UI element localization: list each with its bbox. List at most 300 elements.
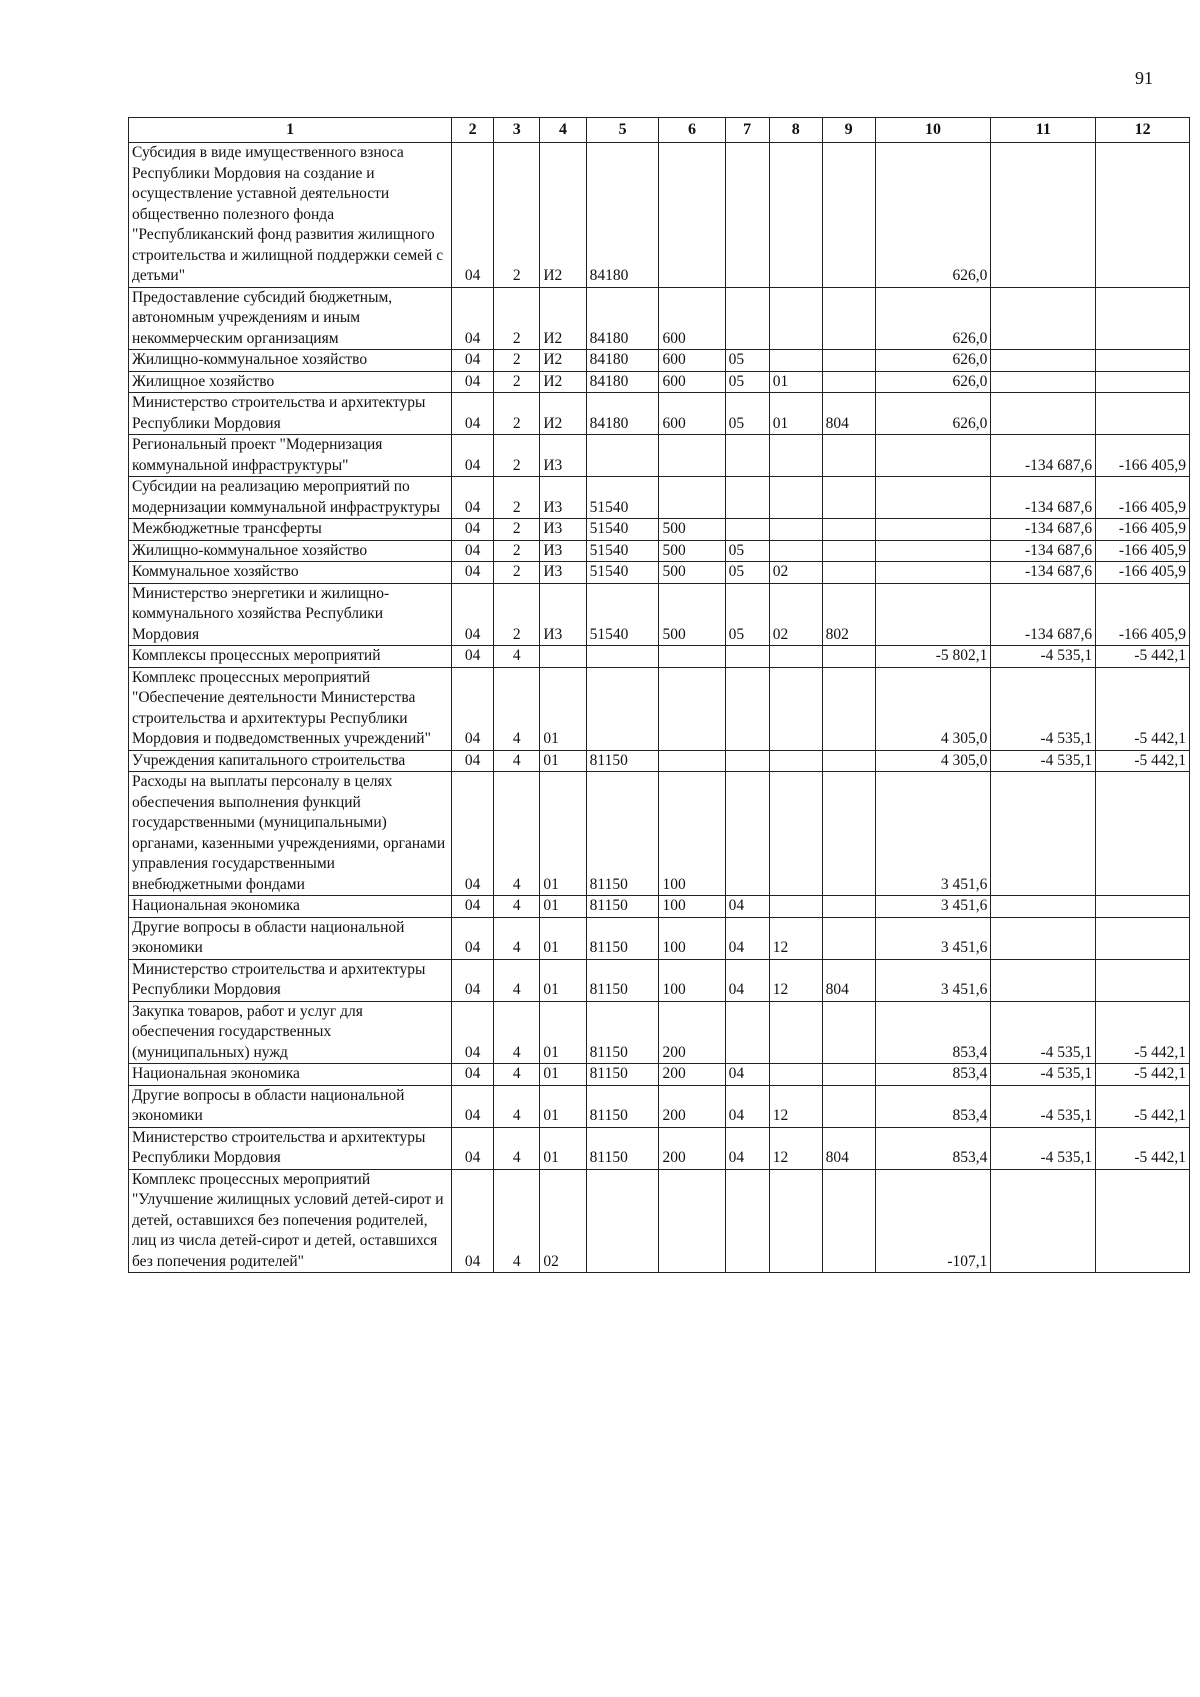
- table-row: [129, 583, 1190, 646]
- cell-pp: 4: [494, 667, 540, 750]
- cell-gp: 04: [452, 371, 494, 393]
- cell-subsection: [769, 646, 822, 668]
- table-row: [129, 646, 1190, 668]
- cell-section: 04: [725, 1064, 769, 1086]
- cell-subsection: 02: [769, 583, 822, 646]
- cell-target: [586, 667, 659, 750]
- cell-code: 01: [540, 772, 586, 896]
- cell-sum-col11: [991, 393, 1096, 435]
- cell-pp: 2: [494, 540, 540, 562]
- cell-sum-col10: 3 451,6: [875, 959, 991, 1001]
- cell-code: 01: [540, 1127, 586, 1169]
- table-body: [129, 143, 1190, 1273]
- row-name: Министерство энергетики и жилищно-коммунального хозяйства Республики Мордовия: [129, 583, 452, 646]
- cell-expense-type: 600: [659, 371, 725, 393]
- cell-code: И3: [540, 562, 586, 584]
- cell-gp: 04: [452, 896, 494, 918]
- row-name: Министерство строительства и архитектуры Республики Мордовия: [129, 393, 452, 435]
- cell-sum-col12: [1096, 371, 1190, 393]
- cell-target: 81150: [586, 1085, 659, 1127]
- table-row: [129, 435, 1190, 477]
- cell-ministry: [822, 350, 875, 372]
- cell-ministry: [822, 562, 875, 584]
- cell-sum-col12: -166 405,9: [1096, 435, 1190, 477]
- cell-pp: 2: [494, 562, 540, 584]
- cell-expense-type: [659, 477, 725, 519]
- cell-target: 81150: [586, 772, 659, 896]
- cell-sum-col10: 626,0: [875, 287, 991, 350]
- row-name: Комплекс процессных мероприятий "Обеспечение деятельности Министерства строительства и архитектуры Республики Мордовия и подведомственных учреждений": [129, 667, 452, 750]
- cell-subsection: [769, 435, 822, 477]
- cell-target: 51540: [586, 562, 659, 584]
- cell-subsection: [769, 540, 822, 562]
- cell-ministry: [822, 1001, 875, 1064]
- cell-gp: 04: [452, 583, 494, 646]
- column-header: 4: [540, 118, 586, 143]
- cell-target: 81150: [586, 1001, 659, 1064]
- row-name: Субсидии на реализацию мероприятий по модернизации коммунальной инфраструктуры: [129, 477, 452, 519]
- row-name: Комплексы процессных мероприятий: [129, 646, 452, 668]
- table-row: [129, 1169, 1190, 1273]
- column-header: 2: [452, 118, 494, 143]
- cell-sum-col11: -4 535,1: [991, 667, 1096, 750]
- cell-sum-col11: -134 687,6: [991, 583, 1096, 646]
- table-row: [129, 371, 1190, 393]
- cell-sum-col10: [875, 477, 991, 519]
- cell-target: 51540: [586, 519, 659, 541]
- cell-sum-col11: -134 687,6: [991, 477, 1096, 519]
- table-row: [129, 540, 1190, 562]
- table-row: [129, 959, 1190, 1001]
- cell-subsection: 12: [769, 1085, 822, 1127]
- cell-ministry: [822, 1085, 875, 1127]
- cell-code: И2: [540, 143, 586, 288]
- cell-pp: 4: [494, 646, 540, 668]
- table-row: [129, 143, 1190, 288]
- cell-sum-col11: [991, 772, 1096, 896]
- cell-pp: 4: [494, 959, 540, 1001]
- cell-expense-type: 200: [659, 1064, 725, 1086]
- cell-code: И3: [540, 435, 586, 477]
- cell-target: 84180: [586, 371, 659, 393]
- cell-target: 51540: [586, 540, 659, 562]
- cell-ministry: 804: [822, 1127, 875, 1169]
- cell-ministry: 802: [822, 583, 875, 646]
- cell-target: 51540: [586, 477, 659, 519]
- cell-sum-col12: -166 405,9: [1096, 477, 1190, 519]
- cell-sum-col10: 626,0: [875, 350, 991, 372]
- cell-section: [725, 435, 769, 477]
- cell-pp: 4: [494, 1169, 540, 1273]
- table-row: [129, 772, 1190, 896]
- cell-gp: 04: [452, 435, 494, 477]
- cell-section: [725, 667, 769, 750]
- cell-expense-type: 100: [659, 959, 725, 1001]
- cell-sum-col12: -5 442,1: [1096, 1127, 1190, 1169]
- cell-sum-col10: -107,1: [875, 1169, 991, 1273]
- cell-section: 05: [725, 350, 769, 372]
- cell-sum-col11: [991, 896, 1096, 918]
- cell-target: 51540: [586, 583, 659, 646]
- cell-code: 01: [540, 1064, 586, 1086]
- cell-target: 84180: [586, 287, 659, 350]
- cell-sum-col10: 3 451,6: [875, 896, 991, 918]
- cell-ministry: [822, 772, 875, 896]
- cell-sum-col10: -5 802,1: [875, 646, 991, 668]
- cell-gp: 04: [452, 1085, 494, 1127]
- cell-ministry: [822, 917, 875, 959]
- row-name: Министерство строительства и архитектуры Республики Мордовия: [129, 959, 452, 1001]
- cell-pp: 2: [494, 143, 540, 288]
- cell-sum-col11: -4 535,1: [991, 1001, 1096, 1064]
- cell-sum-col11: [991, 143, 1096, 288]
- cell-subsection: [769, 287, 822, 350]
- cell-code: И3: [540, 519, 586, 541]
- cell-pp: 4: [494, 772, 540, 896]
- table-row: [129, 393, 1190, 435]
- row-name: Закупка товаров, работ и услуг для обеспечения государственных (муниципальных) нужд: [129, 1001, 452, 1064]
- cell-sum-col10: 853,4: [875, 1127, 991, 1169]
- cell-pp: 2: [494, 435, 540, 477]
- cell-gp: 04: [452, 959, 494, 1001]
- cell-sum-col12: [1096, 772, 1190, 896]
- row-name: Расходы на выплаты персоналу в целях обеспечения выполнения функций государственными (муниципальными) органами, казенными учреждениями, органами управления государственными внебюджетными фондами: [129, 772, 452, 896]
- cell-section: [725, 287, 769, 350]
- cell-sum-col11: -4 535,1: [991, 750, 1096, 772]
- cell-expense-type: [659, 667, 725, 750]
- cell-gp: 04: [452, 562, 494, 584]
- cell-sum-col11: -4 535,1: [991, 1064, 1096, 1086]
- cell-expense-type: 100: [659, 917, 725, 959]
- cell-sum-col11: [991, 287, 1096, 350]
- cell-expense-type: 500: [659, 562, 725, 584]
- table-row: [129, 477, 1190, 519]
- cell-gp: 04: [452, 1127, 494, 1169]
- cell-sum-col11: [991, 371, 1096, 393]
- cell-sum-col12: -5 442,1: [1096, 667, 1190, 750]
- cell-pp: 4: [494, 1064, 540, 1086]
- column-header: 6: [659, 118, 725, 143]
- cell-code: И2: [540, 350, 586, 372]
- column-header: 5: [586, 118, 659, 143]
- row-name: Учреждения капитального строительства: [129, 750, 452, 772]
- cell-ministry: [822, 667, 875, 750]
- cell-expense-type: 500: [659, 540, 725, 562]
- cell-gp: 04: [452, 917, 494, 959]
- cell-sum-col12: -166 405,9: [1096, 583, 1190, 646]
- row-name: Коммунальное хозяйство: [129, 562, 452, 584]
- row-name: Жилищно-коммунальное хозяйство: [129, 350, 452, 372]
- table-row: [129, 1085, 1190, 1127]
- cell-sum-col12: -5 442,1: [1096, 750, 1190, 772]
- row-name: Другие вопросы в области национальной экономики: [129, 917, 452, 959]
- cell-sum-col12: [1096, 896, 1190, 918]
- cell-subsection: [769, 1001, 822, 1064]
- cell-ministry: [822, 477, 875, 519]
- cell-code: 01: [540, 1085, 586, 1127]
- cell-sum-col10: 853,4: [875, 1064, 991, 1086]
- row-name: Региональный проект "Модернизация коммунальной инфраструктуры": [129, 435, 452, 477]
- cell-gp: 04: [452, 1064, 494, 1086]
- row-name: Жилищное хозяйство: [129, 371, 452, 393]
- cell-ministry: [822, 540, 875, 562]
- cell-code: И2: [540, 371, 586, 393]
- cell-target: [586, 1169, 659, 1273]
- cell-code: [540, 646, 586, 668]
- cell-sum-col10: [875, 540, 991, 562]
- cell-gp: 04: [452, 1001, 494, 1064]
- cell-section: [725, 1169, 769, 1273]
- cell-pp: 2: [494, 519, 540, 541]
- cell-sum-col10: 626,0: [875, 371, 991, 393]
- cell-sum-col12: -5 442,1: [1096, 1085, 1190, 1127]
- column-header: 11: [991, 118, 1096, 143]
- cell-expense-type: [659, 143, 725, 288]
- cell-pp: 2: [494, 287, 540, 350]
- row-name: Национальная экономика: [129, 896, 452, 918]
- column-header: 12: [1096, 118, 1190, 143]
- cell-section: 05: [725, 393, 769, 435]
- cell-code: 01: [540, 896, 586, 918]
- cell-section: [725, 143, 769, 288]
- cell-sum-col12: [1096, 917, 1190, 959]
- row-name: Субсидия в виде имущественного взноса Республики Мордовия на создание и осуществление уставной деятельности общественно полезного фонда "Республиканский фонд развития жилищного строительства и жилищной поддержки семей с детьми": [129, 143, 452, 288]
- cell-sum-col10: 3 451,6: [875, 917, 991, 959]
- cell-target: 81150: [586, 750, 659, 772]
- cell-subsection: 01: [769, 393, 822, 435]
- cell-expense-type: 100: [659, 896, 725, 918]
- row-name: Национальная экономика: [129, 1064, 452, 1086]
- cell-ministry: [822, 1064, 875, 1086]
- cell-subsection: [769, 772, 822, 896]
- row-name: Предоставление субсидий бюджетным, автономным учреждениям и иным некоммерческим организациям: [129, 287, 452, 350]
- cell-pp: 2: [494, 477, 540, 519]
- cell-sum-col10: [875, 435, 991, 477]
- cell-sum-col12: -166 405,9: [1096, 562, 1190, 584]
- cell-gp: 04: [452, 540, 494, 562]
- cell-expense-type: [659, 750, 725, 772]
- cell-pp: 2: [494, 350, 540, 372]
- cell-ministry: 804: [822, 393, 875, 435]
- cell-sum-col12: [1096, 287, 1190, 350]
- cell-code: 01: [540, 750, 586, 772]
- cell-section: [725, 519, 769, 541]
- cell-pp: 4: [494, 750, 540, 772]
- cell-pp: 2: [494, 393, 540, 435]
- cell-sum-col12: [1096, 959, 1190, 1001]
- column-header: 9: [822, 118, 875, 143]
- cell-sum-col12: -166 405,9: [1096, 519, 1190, 541]
- cell-target: 84180: [586, 393, 659, 435]
- cell-expense-type: 500: [659, 583, 725, 646]
- row-name: Комплекс процессных мероприятий "Улучшение жилищных условий детей-сирот и детей, оставшихся без попечения родителей, лиц из числа детей-сирот и детей, оставшихся без попечения родителей": [129, 1169, 452, 1273]
- cell-target: 81150: [586, 896, 659, 918]
- cell-subsection: [769, 477, 822, 519]
- cell-code: И2: [540, 393, 586, 435]
- cell-ministry: [822, 896, 875, 918]
- cell-sum-col11: -4 535,1: [991, 1127, 1096, 1169]
- table-row: [129, 350, 1190, 372]
- cell-subsection: [769, 1169, 822, 1273]
- cell-expense-type: 500: [659, 519, 725, 541]
- cell-target: 84180: [586, 143, 659, 288]
- cell-ministry: 804: [822, 959, 875, 1001]
- table-row: [129, 750, 1190, 772]
- cell-sum-col10: [875, 562, 991, 584]
- table-row: [129, 1064, 1190, 1086]
- table-row: [129, 917, 1190, 959]
- cell-section: 04: [725, 896, 769, 918]
- table-row: [129, 667, 1190, 750]
- cell-expense-type: 200: [659, 1127, 725, 1169]
- table-row: [129, 896, 1190, 918]
- cell-subsection: 12: [769, 959, 822, 1001]
- cell-sum-col12: [1096, 393, 1190, 435]
- cell-expense-type: [659, 435, 725, 477]
- cell-pp: 4: [494, 1085, 540, 1127]
- cell-subsection: [769, 750, 822, 772]
- cell-sum-col10: 626,0: [875, 393, 991, 435]
- cell-sum-col12: [1096, 143, 1190, 288]
- cell-sum-col12: [1096, 1169, 1190, 1273]
- cell-code: И3: [540, 583, 586, 646]
- cell-sum-col11: -134 687,6: [991, 435, 1096, 477]
- table-row: [129, 519, 1190, 541]
- cell-sum-col12: -5 442,1: [1096, 1001, 1190, 1064]
- cell-section: 05: [725, 371, 769, 393]
- cell-code: 01: [540, 959, 586, 1001]
- cell-sum-col10: 853,4: [875, 1085, 991, 1127]
- cell-pp: 2: [494, 583, 540, 646]
- column-header: 3: [494, 118, 540, 143]
- cell-pp: 4: [494, 896, 540, 918]
- cell-pp: 4: [494, 1127, 540, 1169]
- cell-code: И2: [540, 287, 586, 350]
- cell-sum-col12: [1096, 350, 1190, 372]
- column-header: 8: [769, 118, 822, 143]
- cell-target: [586, 646, 659, 668]
- cell-pp: 2: [494, 371, 540, 393]
- cell-gp: 04: [452, 750, 494, 772]
- cell-sum-col10: 626,0: [875, 143, 991, 288]
- cell-ministry: [822, 435, 875, 477]
- cell-target: 81150: [586, 1127, 659, 1169]
- cell-subsection: [769, 667, 822, 750]
- cell-code: 01: [540, 1001, 586, 1064]
- cell-subsection: [769, 896, 822, 918]
- cell-sum-col11: [991, 350, 1096, 372]
- cell-sum-col10: 4 305,0: [875, 750, 991, 772]
- cell-code: 02: [540, 1169, 586, 1273]
- cell-ministry: [822, 750, 875, 772]
- cell-sum-col12: -5 442,1: [1096, 1064, 1190, 1086]
- cell-section: [725, 646, 769, 668]
- column-header: 1: [129, 118, 452, 143]
- cell-sum-col11: [991, 959, 1096, 1001]
- cell-sum-col11: -134 687,6: [991, 562, 1096, 584]
- cell-gp: 04: [452, 646, 494, 668]
- row-name: Межбюджетные трансферты: [129, 519, 452, 541]
- table-row: [129, 562, 1190, 584]
- cell-expense-type: 600: [659, 393, 725, 435]
- cell-ministry: [822, 1169, 875, 1273]
- row-name: Другие вопросы в области национальной экономики: [129, 1085, 452, 1127]
- row-name: Жилищно-коммунальное хозяйство: [129, 540, 452, 562]
- cell-subsection: [769, 519, 822, 541]
- cell-gp: 04: [452, 393, 494, 435]
- cell-sum-col11: [991, 1169, 1096, 1273]
- cell-gp: 04: [452, 772, 494, 896]
- cell-section: 04: [725, 917, 769, 959]
- cell-expense-type: 600: [659, 350, 725, 372]
- cell-subsection: 01: [769, 371, 822, 393]
- cell-gp: 04: [452, 350, 494, 372]
- cell-gp: 04: [452, 519, 494, 541]
- cell-section: 04: [725, 959, 769, 1001]
- cell-subsection: [769, 350, 822, 372]
- cell-gp: 04: [452, 477, 494, 519]
- header-row: [129, 118, 1190, 143]
- cell-expense-type: 100: [659, 772, 725, 896]
- cell-section: 04: [725, 1085, 769, 1127]
- budget-table: [128, 117, 1190, 1273]
- cell-code: И3: [540, 540, 586, 562]
- cell-ministry: [822, 519, 875, 541]
- cell-section: [725, 750, 769, 772]
- cell-section: [725, 477, 769, 519]
- cell-expense-type: 200: [659, 1085, 725, 1127]
- cell-section: [725, 772, 769, 896]
- cell-sum-col11: -134 687,6: [991, 519, 1096, 541]
- cell-sum-col11: [991, 917, 1096, 959]
- cell-target: 81150: [586, 1064, 659, 1086]
- row-name: Министерство строительства и архитектуры Республики Мордовия: [129, 1127, 452, 1169]
- cell-section: 04: [725, 1127, 769, 1169]
- cell-gp: 04: [452, 667, 494, 750]
- cell-subsection: 12: [769, 1127, 822, 1169]
- cell-subsection: [769, 143, 822, 288]
- cell-pp: 4: [494, 917, 540, 959]
- cell-sum-col10: 4 305,0: [875, 667, 991, 750]
- cell-gp: 04: [452, 1169, 494, 1273]
- cell-sum-col10: 853,4: [875, 1001, 991, 1064]
- cell-sum-col11: -4 535,1: [991, 646, 1096, 668]
- cell-sum-col12: -5 442,1: [1096, 646, 1190, 668]
- cell-subsection: [769, 1064, 822, 1086]
- cell-subsection: 12: [769, 917, 822, 959]
- cell-target: [586, 435, 659, 477]
- cell-target: 84180: [586, 350, 659, 372]
- table-row: [129, 1127, 1190, 1169]
- cell-section: [725, 1001, 769, 1064]
- cell-section: 05: [725, 540, 769, 562]
- table-row: [129, 287, 1190, 350]
- cell-section: 05: [725, 583, 769, 646]
- table-row: [129, 1001, 1190, 1064]
- cell-ministry: [822, 143, 875, 288]
- cell-ministry: [822, 287, 875, 350]
- cell-sum-col11: -134 687,6: [991, 540, 1096, 562]
- cell-sum-col10: [875, 583, 991, 646]
- column-header: 7: [725, 118, 769, 143]
- cell-target: 81150: [586, 917, 659, 959]
- column-header: 10: [875, 118, 991, 143]
- cell-subsection: 02: [769, 562, 822, 584]
- cell-sum-col11: -4 535,1: [991, 1085, 1096, 1127]
- cell-expense-type: [659, 1169, 725, 1273]
- cell-gp: 04: [452, 143, 494, 288]
- cell-expense-type: [659, 646, 725, 668]
